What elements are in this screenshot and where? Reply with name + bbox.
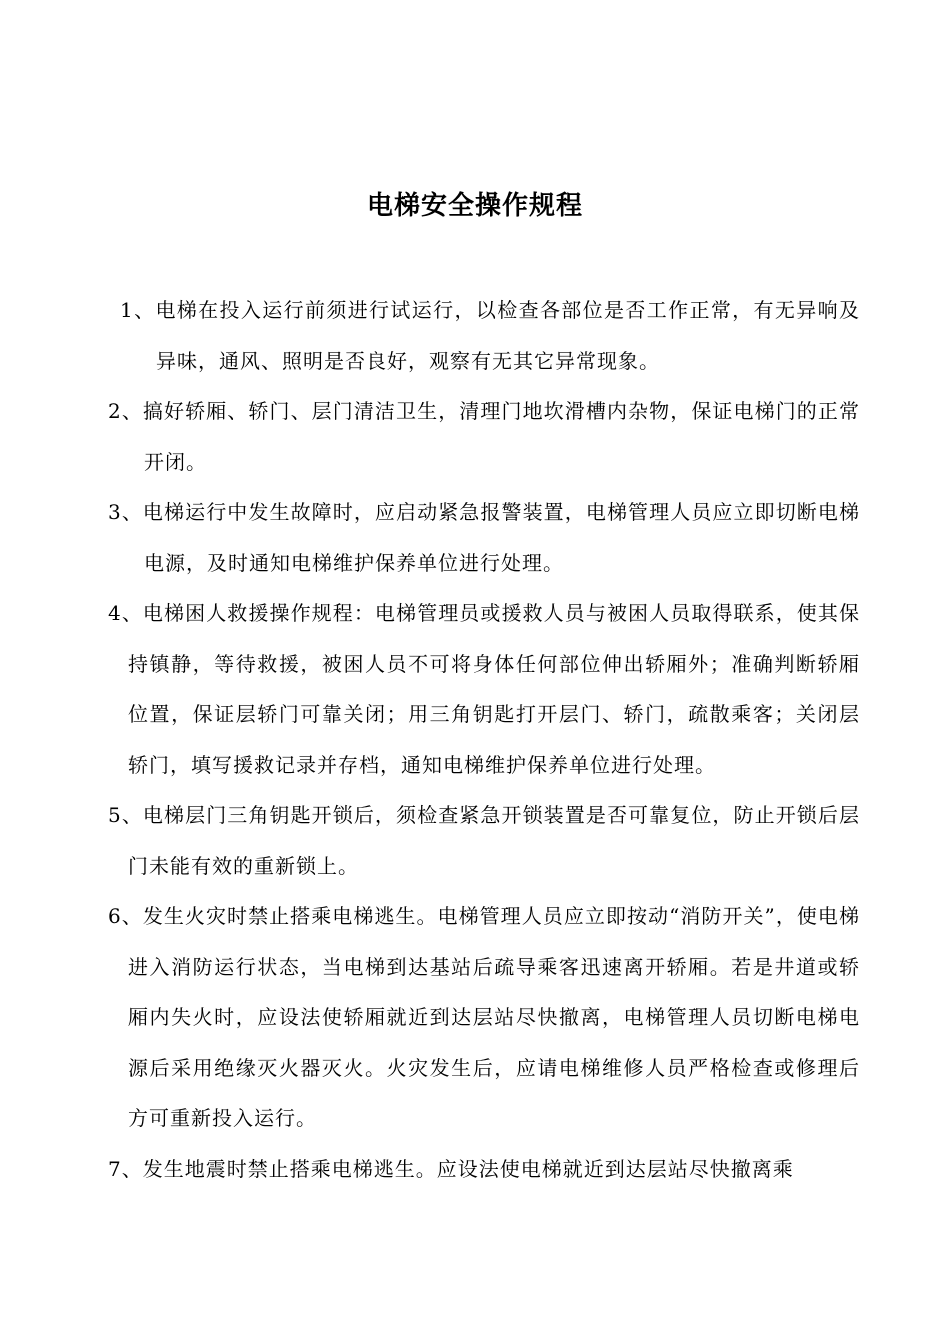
- rule-item-7: 7、发生地震时禁止搭乘电梯逃生。应设法使电梯就近到达层站尽快撤离乘: [108, 1156, 794, 1181]
- rule-item-3: 3、电梯运行中发生故障时，应启动紧急报警装置，电梯管理人员应立即切断电梯电源，及时通知电梯维护保养单位进行处理。: [108, 500, 860, 575]
- rule-item-6: 6、发生火灾时禁止搭乘电梯逃生。电梯管理人员应立即按动“消防开关”，使电梯进入消防运行状态，当电梯到达基站后疏导乘客迅速离开轿厢。若是井道或轿厢内失火时，应设法使轿厢就近到达层站尽快撤离，电梯管理人员切断电梯电源后采用绝缘灭火器灭火。火灾发生后，应请电梯维修人员严格检查或修理后方可重新投入运行。: [108, 904, 860, 1130]
- document-body: [108, 285, 860, 1194]
- rule-item-1: 1、电梯在投入运行前须进行试运行，以检查各部位是否工作正常，有无异响及异味，通风、照明是否良好，观察有无其它异常现象。: [120, 298, 860, 373]
- rule-item-5: 5、电梯层门三角钥匙开锁后，须检查紧急开锁装置是否可靠复位，防止开锁后层门未能有效的重新锁上。: [108, 803, 860, 878]
- rule-item-2: 2、搞好轿厢、轿门、层门清洁卫生，清理门地坎滑槽内杂物，保证电梯门的正常开闭。: [108, 399, 860, 474]
- rule-item-4: 4、电梯困人救援操作规程：电梯管理员或援救人员与被困人员取得联系，使其保持镇静，等待救援，被困人员不可将身体任何部位伸出轿厢外；准确判断轿厢位置，保证层轿门可靠关闭；用三角钥匙打开层门、轿门，疏散乘客；关闭层轿门，填写援救记录并存档，通知电梯维护保养单位进行处理。: [108, 601, 860, 777]
- document-title: 电梯安全操作规程: [366, 191, 583, 221]
